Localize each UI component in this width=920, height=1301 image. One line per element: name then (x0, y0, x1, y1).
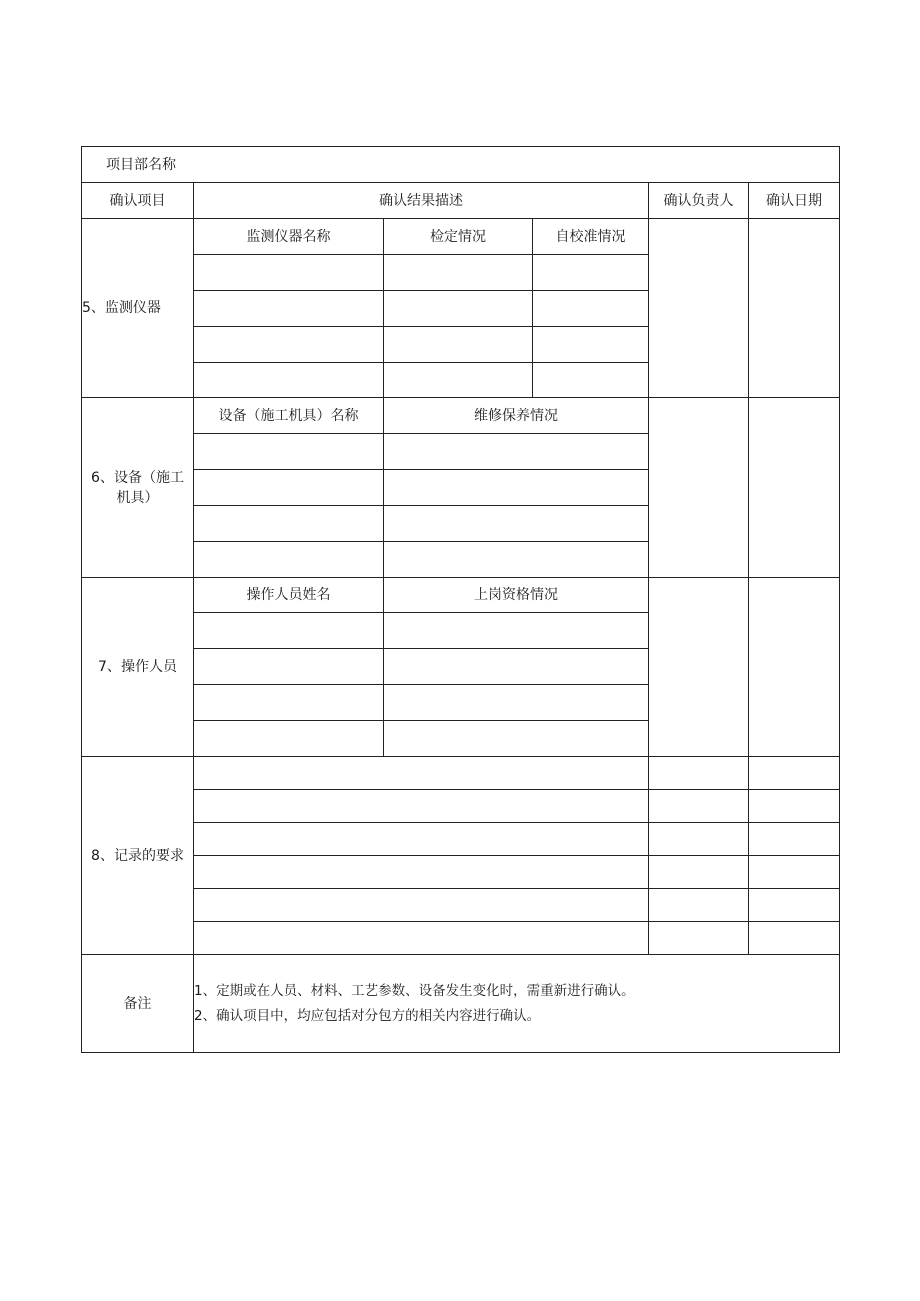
calibration-cell[interactable] (383, 326, 533, 363)
section-label-operators: 7、操作人员 (81, 577, 194, 757)
qualification-header: 上岗资格情况 (383, 577, 649, 613)
equipment-name-cell[interactable] (193, 433, 384, 470)
self-calibration-header: 自校准情况 (532, 218, 649, 255)
instruments-person-cell[interactable] (648, 218, 749, 398)
records-person-cell[interactable] (648, 789, 749, 823)
records-date-cell[interactable] (748, 921, 840, 955)
equipment-name-cell[interactable] (193, 505, 384, 542)
remark-line-2: 2、确认项目中，均应包括对分包方的相关内容进行确认。 (194, 1007, 541, 1024)
section-label-records: 8、记录的要求 (81, 756, 194, 955)
qualification-cell[interactable] (383, 612, 649, 649)
operators-date-cell[interactable] (748, 577, 840, 757)
operators-person-cell[interactable] (648, 577, 749, 757)
qualification-cell[interactable] (383, 684, 649, 721)
section-label-instruments: 5、监测仪器 (81, 218, 194, 398)
records-result-cell[interactable] (193, 888, 649, 922)
calibration-cell[interactable] (383, 254, 533, 291)
records-date-cell[interactable] (748, 888, 840, 922)
column-header-result: 确认结果描述 (193, 182, 649, 219)
section-label-equipment (81, 397, 194, 578)
records-result-cell[interactable] (193, 789, 649, 823)
project-name-label: 项目部名称 (81, 146, 840, 183)
maintenance-header: 维修保养情况 (383, 397, 649, 434)
maintenance-cell[interactable] (383, 433, 649, 470)
records-person-cell[interactable] (648, 855, 749, 889)
column-header-person: 确认负责人 (648, 182, 749, 219)
section-label-equipment-line1: 6、设备（施工 (91, 469, 184, 486)
qualification-cell[interactable] (383, 648, 649, 685)
equipment-name-header: 设备（施工机具）名称 (193, 397, 384, 434)
instrument-name-cell[interactable] (193, 362, 384, 398)
records-date-cell[interactable] (748, 756, 840, 790)
records-person-cell[interactable] (648, 888, 749, 922)
operator-name-cell[interactable] (193, 612, 384, 649)
maintenance-cell[interactable] (383, 541, 649, 578)
equipment-person-cell[interactable] (648, 397, 749, 578)
calibration-cell[interactable] (383, 290, 533, 327)
remarks-content (193, 954, 840, 1053)
section-label-equipment-line2: 机具） (116, 489, 159, 506)
records-date-cell[interactable] (748, 822, 840, 856)
column-header-date: 确认日期 (748, 182, 840, 219)
records-date-cell[interactable] (748, 789, 840, 823)
self-calibration-cell[interactable] (532, 254, 649, 291)
records-result-cell[interactable] (193, 756, 649, 790)
remark-line-1: 1、定期或在人员、材料、工艺参数、设备发生变化时，需重新进行确认。 (194, 982, 635, 999)
operator-name-cell[interactable] (193, 684, 384, 721)
equipment-name-cell[interactable] (193, 541, 384, 578)
operator-name-cell[interactable] (193, 648, 384, 685)
self-calibration-cell[interactable] (532, 326, 649, 363)
calibration-header: 检定情况 (383, 218, 533, 255)
records-result-cell[interactable] (193, 822, 649, 856)
instruments-date-cell[interactable] (748, 218, 840, 398)
maintenance-cell[interactable] (383, 505, 649, 542)
remarks-label: 备注 (81, 954, 194, 1053)
operator-name-header: 操作人员姓名 (193, 577, 384, 613)
records-person-cell[interactable] (648, 921, 749, 955)
records-result-cell[interactable] (193, 855, 649, 889)
equipment-date-cell[interactable] (748, 397, 840, 578)
self-calibration-cell[interactable] (532, 362, 649, 398)
instrument-name-header: 监测仪器名称 (193, 218, 384, 255)
records-date-cell[interactable] (748, 855, 840, 889)
operator-name-cell[interactable] (193, 720, 384, 757)
calibration-cell[interactable] (383, 362, 533, 398)
instrument-name-cell[interactable] (193, 254, 384, 291)
instrument-name-cell[interactable] (193, 326, 384, 363)
qualification-cell[interactable] (383, 720, 649, 757)
records-person-cell[interactable] (648, 822, 749, 856)
records-person-cell[interactable] (648, 756, 749, 790)
instrument-name-cell[interactable] (193, 290, 384, 327)
equipment-name-cell[interactable] (193, 469, 384, 506)
records-result-cell[interactable] (193, 921, 649, 955)
column-header-item: 确认项目 (81, 182, 194, 219)
self-calibration-cell[interactable] (532, 290, 649, 327)
maintenance-cell[interactable] (383, 469, 649, 506)
